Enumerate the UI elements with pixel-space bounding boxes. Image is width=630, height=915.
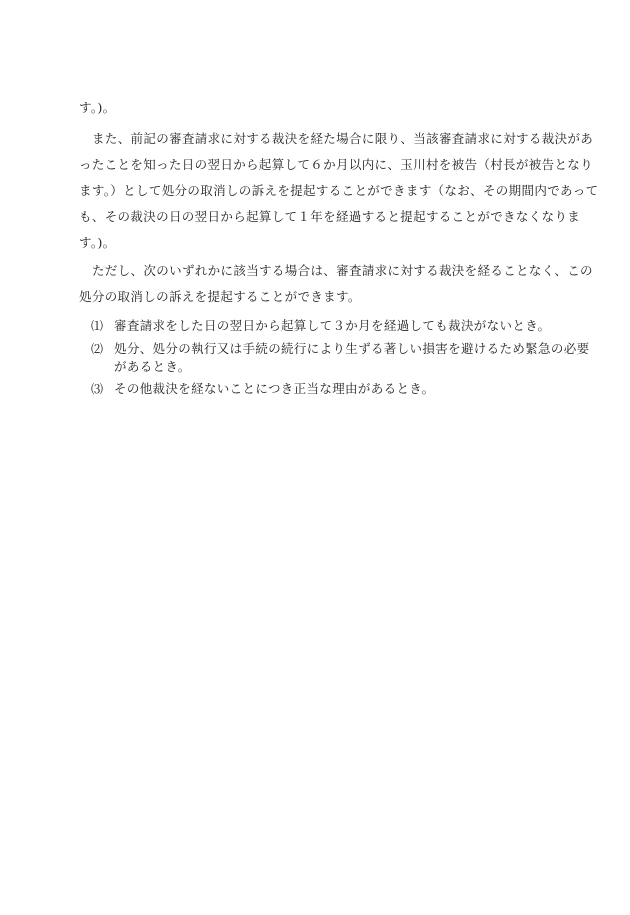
list-item-number: ⑶ xyxy=(91,382,104,396)
paragraph-2-line-1: また、前記の審査請求に対する裁決を経た場合に限り、当該審査請求に対する裁決があ xyxy=(92,131,594,146)
paragraph-3-line-2: 処分の取消しの訴えを提起することができます。 xyxy=(79,289,361,304)
paragraph-2-line-4: も、その裁決の日の翌日から起算して１年を経過すると提起することができなくなりま xyxy=(79,209,581,224)
paragraph-2-line-3: ます。）として処分の取消しの訴えを提起することができます（なお、その期間内であって xyxy=(79,183,599,198)
list-item-text: その他裁決を経ないことにつき正当な理由があるとき。 xyxy=(114,381,435,396)
list-item-number: ⑵ xyxy=(91,342,104,356)
list-item-text: 処分、処分の執行又は手続の続行により生ずる著しい損害を避けるため緊急の必要 xyxy=(114,341,590,356)
paragraph-1-tail: す。)。 xyxy=(79,100,116,115)
paragraph-2-line-5: す。)。 xyxy=(79,235,116,250)
paragraph-3-line-1: ただし、次のいずれかに該当する場合は、審査請求に対する裁決を経ることなく、この xyxy=(92,263,593,278)
list-item-number: ⑴ xyxy=(91,319,104,333)
list-item-text: 審査請求をした日の翌日から起算して３か月を経過しても裁決がないとき。 xyxy=(114,318,551,333)
paragraph-2-line-2: ったことを知った日の翌日から起算して６か月以内に、玉川村を被告（村長が被告となり xyxy=(79,157,594,172)
list-item-text-continuation: があるとき。 xyxy=(114,359,191,374)
